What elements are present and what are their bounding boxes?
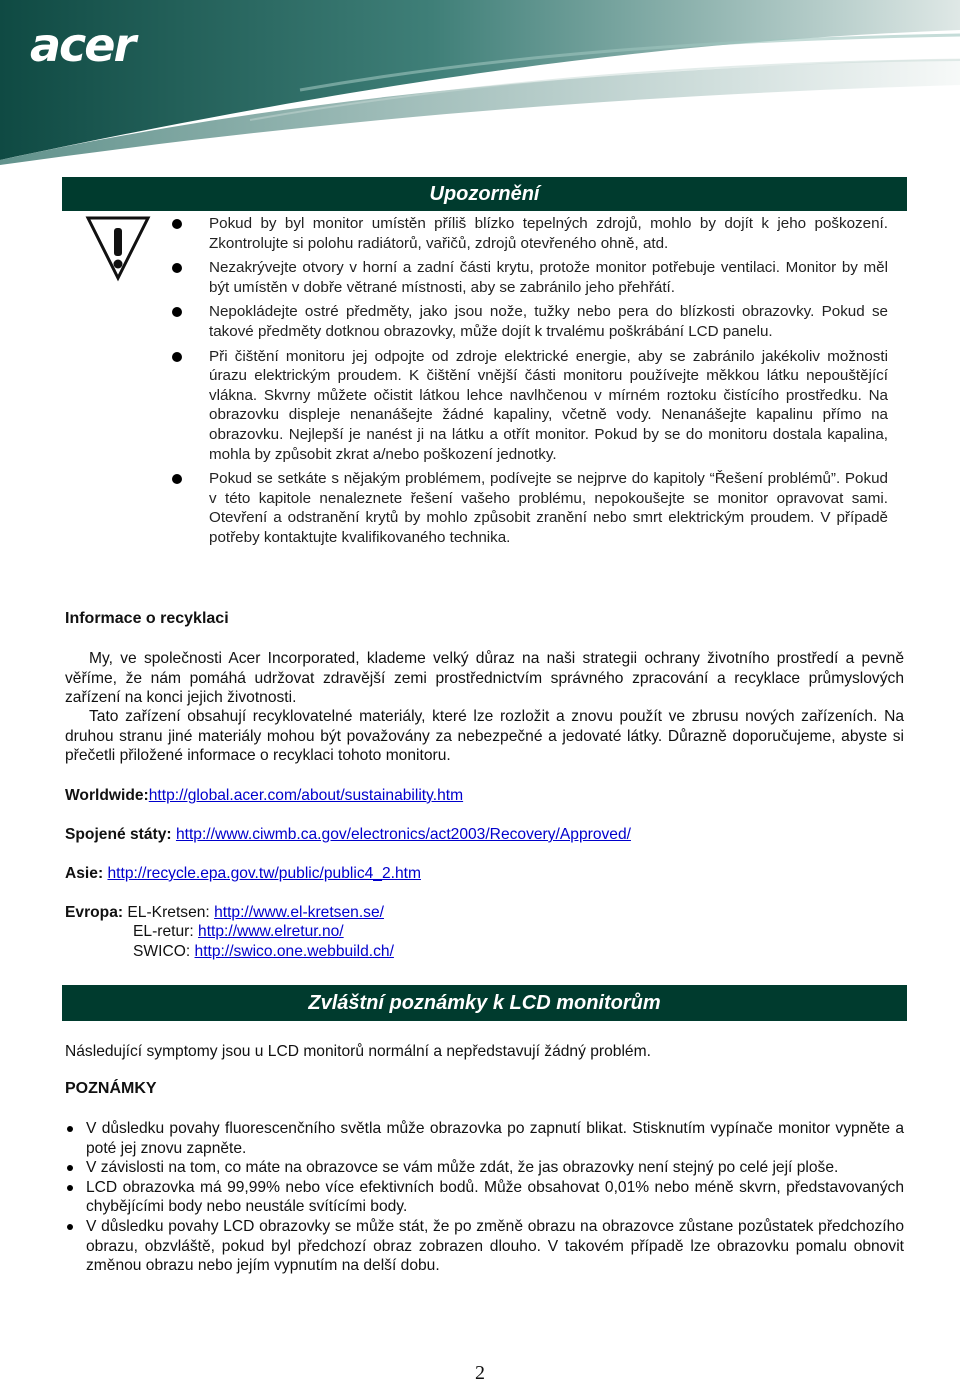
lcd-title-bar: Zvláštní poznámky k LCD monitorům [62,985,907,1021]
recycling-paragraph-1-text: My, ve společnosti Acer Incorporated, klademe velký důraz na naši strategii ochrany životního prostředí a pevně věříme, že nám pomáhá udržovat zdravější zemi prostřednictvím správného zpracování a recyklace průmyslových zařízení na konci jejich životnosti. [65,650,904,707]
acer-logo: acer [30,18,135,72]
caution-title-bar: Upozornění [62,177,907,211]
note-item: V závislosti na tom, co máte na obrazovce se vám může zdát, že jas obrazovky není stejný po celé její ploše. [65,1158,904,1178]
header-banner [0,0,960,165]
europe-entry-name: SWICO: [133,943,191,960]
recycling-paragraph-2-text: Tato zařízení obsahují recyklovatelné materiály, které lze rozložit a znovu použít ve zbrusu nových zařízeních. Na druhou stranu jiné materiály mohou být považovány za nebezpečné a jedovaté látky. Důrazně doporučujeme, abyste si přečetli přiložené informace o recyklaci tohoto monitoru. [65,708,904,765]
notes-list [65,1119,904,1276]
notes-heading: POZNÁMKY [65,1080,157,1097]
caution-list [172,214,888,553]
europe-row-3 [133,942,394,962]
worldwide-link[interactable]: http://global.acer.com/about/sustainability.htm [148,787,464,804]
caution-item: Při čištění monitoru jej odpojte od zdroje elektrické energie, aby se zabránilo jakékoliv možnosti úrazu elektrickým proudem. K čištění vnější části monitoru používejte měkkou látku nepouštějící vlákna. Skvrny můžete očistit látkou lehce navlhčenou v mírném roztoku čistícího prostředku. Na obrazovku displeje nenanášejte žádné kapaliny, včetně vody. Nenanášejte kapalinu přímo na obrazovku. Nejlepší je nanést ji na látku a otřít monitor. Pokud by se do monitoru dostala kapalina, mohla by způsobit zkrat a/nebo poškození jednotky. [172,347,888,465]
el-retur-link[interactable]: http://www.elretur.no/ [198,923,344,940]
asia-row [65,864,421,884]
caution-item: Pokud by byl monitor umístěn příliš blízko tepelných zdrojů, mohlo by dojít k jeho poškození. Zkontrolujte si polohu radiátorů, vařičů, zdrojů otevřeného ohně, atd. [172,214,888,253]
caution-item: Nepokládejte ostré předměty, jako jsou nože, tužky nebo pera do blízkosti obrazovky. Pokud se takové předměty dotknou obrazovky, může dojít k trvalému poškrábání LCD panelu. [172,302,888,341]
note-item: LCD obrazovka má 99,99% nebo více efektivních bodů. Může obsahovat 0,01% nebo méně skvrn, představovaných chybějícími body nebo neustále svítícími body. [65,1178,904,1217]
worldwide-label: Worldwide: [65,787,149,804]
europe-label: Evropa: [65,904,124,921]
page-number: 2 [475,1362,485,1384]
us-label: Spojené státy: [65,826,172,843]
europe-entry-name: EL-retur: [133,923,194,940]
recycling-paragraph-2 [65,707,904,766]
worldwide-row [65,786,463,806]
recycling-heading: Informace o recyklaci [65,610,229,627]
note-item: V důsledku povahy fluorescenčního světla může obrazovka po zapnutí blikat. Stisknutím vypínače monitor vypněte a poté jej znovu zapněte. [65,1119,904,1158]
recycling-paragraph-1 [65,649,904,708]
europe-row-2 [133,922,344,942]
caution-item: Nezakrývejte otvory v horní a zadní části krytu, protože monitor potřebuje ventilaci. Monitor by měl být umístěn v dobře větrané místnosti, aby se zabránilo jeho přehřátí. [172,258,888,297]
us-row [65,825,631,845]
caution-item: Pokud se setkáte s nějakým problémem, podívejte se nejprve do kapitoly “Řešení problémů”. Pokud v této kapitole nenaleznete řešení vašeho problému, nepokoušejte se monitor opravovat sami. Otevření a odstranění krytů by mohlo způsobit zranění nebo smrt elektrickým proudem. V případě potřeby kontaktujte kvalifikovaného technika. [172,469,888,547]
asia-label: Asie: [65,865,104,882]
lcd-intro: Následující symptomy jsou u LCD monitorů normální a nepředstavují žádný problém. [65,1043,651,1060]
swico-link[interactable]: http://swico.one.webbuild.ch/ [194,943,394,960]
el-kretsen-link[interactable]: http://www.el-kretsen.se/ [214,904,384,921]
banner-swoosh [0,0,960,165]
europe-row [65,903,384,923]
asia-link[interactable]: http://recycle.epa.gov.tw/public/public4_2.htm [107,865,421,882]
us-link[interactable]: http://www.ciwmb.ca.gov/electronics/act2003/Recovery/Approved/ [175,826,631,843]
europe-entry-name: EL-Kretsen: [127,904,210,921]
warning-triangle-icon [85,214,151,282]
note-item: V důsledku povahy LCD obrazovky se může stát, že po změně obrazu na obrazovce zůstane pozůstatek předchozího obrazu, obzvláště, pokud byl předchozí obraz zobrazen dlouho. V takovém případě lze obrazovku pomalu obnovit změnou obrazu nebo jejím vypnutím na delší dobu. [65,1217,904,1276]
